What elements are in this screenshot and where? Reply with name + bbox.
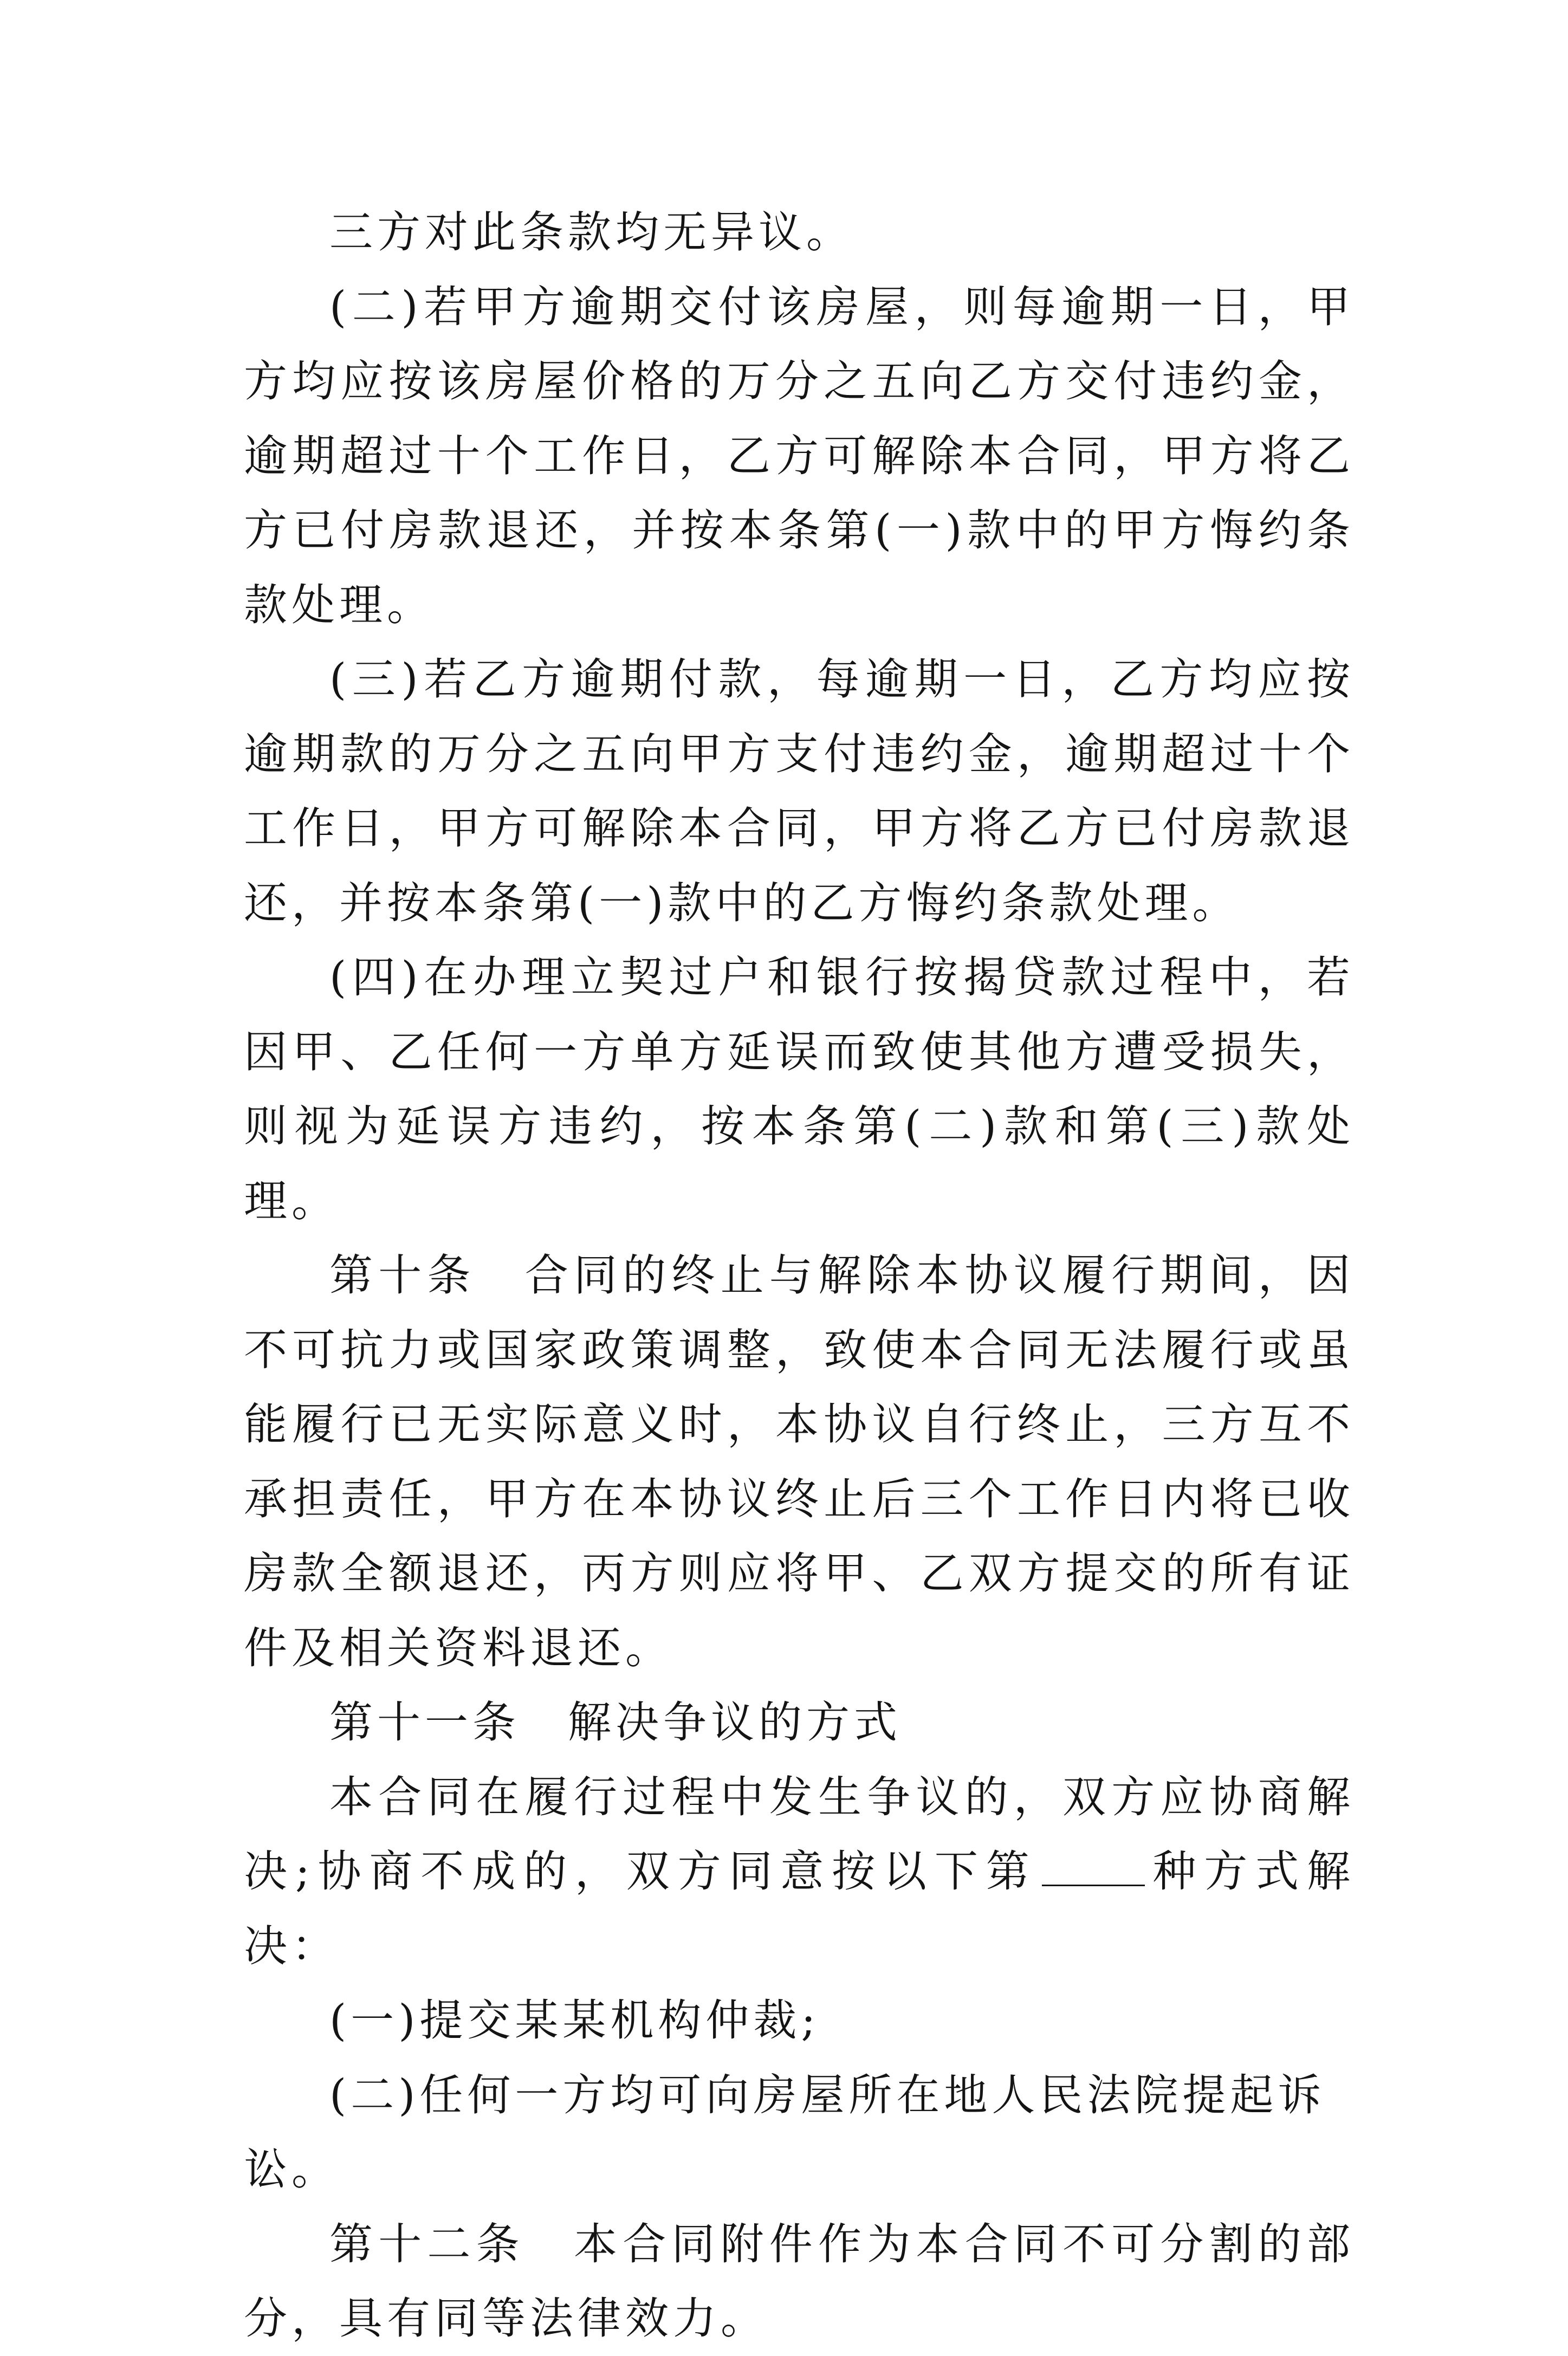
dispute-text-before: 本合同在履行过程中发生争议的，双方应协商解决;协商不成的，双方同意按以下第 [244, 1771, 1355, 1897]
fill-in-blank [1042, 1847, 1145, 1886]
heading-article-11: 第十一条 解决争议的方式 [329, 1697, 902, 1747]
paragraph-article-12: 第十二条 本合同附件作为本合同不可分割的部分，具有同等法律效力。 [244, 2218, 1355, 2344]
paragraph-clause-4: (四)在办理立契过户和银行按揭贷款过程中，若因甲、乙任何一方单方延误而致使其他方遭受损失，则视为延误方违约，按本条第(二)款和第(三)款处理。 [244, 952, 1355, 1226]
document-body [244, 195, 1355, 2356]
option-litigation: (二)任何一方均可向房屋所在地人民法院提起诉讼。 [244, 2069, 1326, 2195]
option-arbitration: (一)提交某某机构仲裁; [329, 1995, 820, 2046]
paragraph-article-10: 第十条 合同的终止与解除本协议履行期间，因不可抗力或国家政策调整，致使本合同无法履行或虽能履行已无实际意义时，本协议自行终止，三方互不承担责任，甲方在本协议终止后三个工作日内将已收房款全额退还，丙方则应将甲、乙双方提交的所有证件及相关资料退还。 [244, 1250, 1355, 1673]
paragraph-clause-2: (二)若甲方逾期交付该房屋，则每逾期一日，甲方均应按该房屋价格的万分之五向乙方交付违约金，逾期超过十个工作日，乙方可解除本合同，甲方将乙方已付房款退还，并按本条第(一)款中的甲方悔约条款处理。 [244, 281, 1355, 630]
paragraph-dispute-resolution [244, 1760, 1355, 1984]
dispute-text-after: 种方式解决： [244, 1846, 1355, 1971]
paragraph-no-objection: 三方对此条款均无异议。 [329, 207, 854, 257]
paragraph-clause-3: (三)若乙方逾期付款，每逾期一日，乙方均应按逾期款的万分之五向甲方支付违约金，逾期超过十个工作日，甲方可解除本合同，甲方将乙方已付房款退还，并按本条第(一)款中的乙方悔约条款处理。 [244, 654, 1355, 928]
